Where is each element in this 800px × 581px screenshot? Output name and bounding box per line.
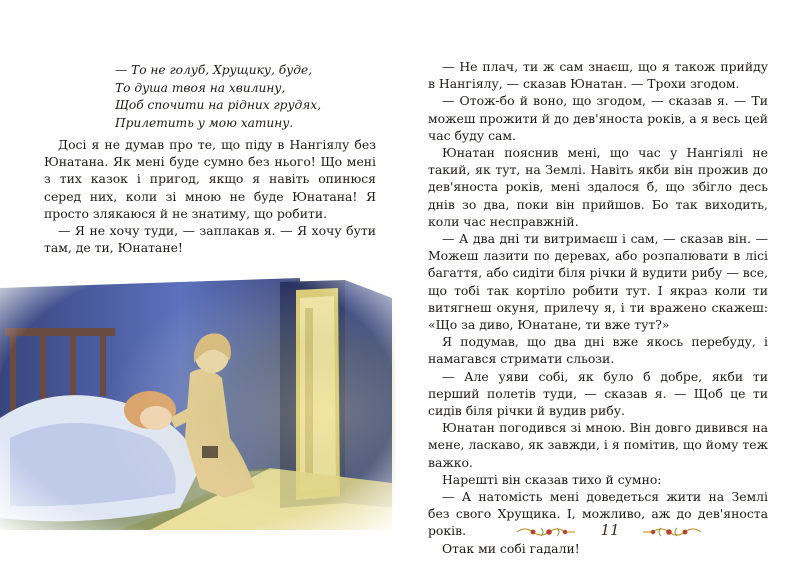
paragraph: Досі я не думав про те, що піду в Нангіялу без Юнатана. Як мені буде сумно без нього! Що мені з тих казок і пригод, якщо я навіть опинюся серед них, коли зі мною не буде Юнатана! Я просто злякаюся й не знатиму, що робити.: [44, 137, 376, 221]
page-number: 11: [600, 521, 620, 539]
illustration-image: [0, 268, 395, 530]
paragraph: — Я не хочу туди, — заплакав я. — Я хочу бути там, де ти, Юнатане!: [44, 223, 376, 256]
paragraph: — Отож-бо й воно, що згодом, — сказав я. — Ти можеш прожити й до дев'яноста років, а я весь цей час буду сам.: [428, 93, 768, 143]
poem-line: — То не голуб, Хрущику, буде,: [115, 63, 313, 77]
paragraph: — Але уяви собі, як було б добре, якби ти перший полетів туди, — сказав я. — Щоб це ти сидів біля річки й вудив рибу.: [428, 368, 768, 419]
left-body-text: [44, 136, 376, 256]
page-footer: [515, 520, 705, 544]
right-body-text: [428, 58, 768, 557]
paragraph: — А два дні ти витримаєш і сам, — сказав він. — Можеш лазити по деревах, або розпалювати в лісі багаття, або сидіти біля річки й вудити рибу — все, що тобі так кортіло робити тут. І якраз коли ти витягнеш окуня, прилечу я, і ти вражено скажеш: «Що за диво, Юнатане, ти вже тут?»: [428, 231, 768, 333]
floral-ornament-icon: [641, 524, 703, 540]
paragraph: Я подумав, що два дні вже якось перебуду, і намагався стримати сльози.: [428, 334, 768, 367]
paragraph: Отак ми собі гадали!: [442, 540, 580, 556]
poem-line: То душа твоя на хвилину,: [115, 80, 286, 95]
paragraph: Юнатан пояснив мені, що час у Нангіялі не такий, як тут, на Землі. Навіть якби він прожив до дев'яноста років, мені здалося б, що збігло десь днів зо два, поки він прийшов. Бо так виходить, коли час несправжній.: [428, 145, 768, 229]
poem: [115, 62, 385, 132]
right-page: [400, 0, 800, 581]
paragraph: Юнатан погодився зі мною. Він довго дивився на мене, ласкаво, як завжди, і я помітив, що йому теж важко.: [428, 420, 768, 470]
poem-line: Щоб спочити на рідних грудях,: [115, 98, 322, 112]
floral-ornament-icon: [515, 524, 577, 540]
paragraph: Нарешті він сказав тихо й сумно:: [442, 471, 662, 487]
paragraph: — Не плач, ти ж сам знаєш, що я також прийду в Нангіялу, — сказав Юнатан. — Трохи згодом.: [428, 59, 768, 92]
paragraph: — А натомість мені доведеться жити на Землі без свого Хрущика. І, можливо, аж до дев'яноста років.: [428, 489, 768, 539]
poem-line: Прилетить у мою хатину.: [115, 115, 294, 130]
bedroom-illustration: [0, 268, 395, 530]
